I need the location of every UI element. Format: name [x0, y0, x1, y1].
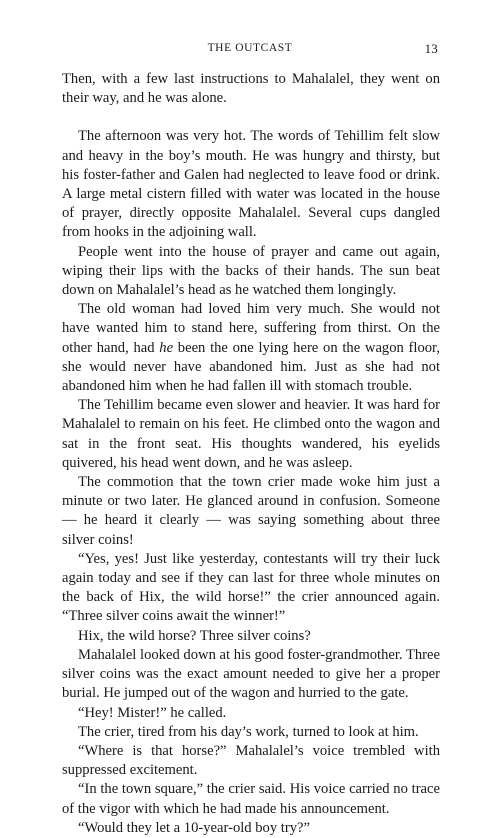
page-number: 13	[424, 41, 438, 56]
emphasized-word: he	[159, 339, 174, 356]
paragraph: “Would they let a 10-year-old boy try?”	[78, 819, 310, 836]
paragraph: Hix, the wild horse? Three silver coins?	[78, 627, 311, 644]
paragraph	[62, 300, 440, 396]
paragraph: “Where is that horse?” Mahalalel’s voice trembled with suppressed excitement.	[62, 742, 440, 779]
paragraph: Then, with a few last instructions to Mahalalel, they went on their way, and he was alone.	[62, 71, 440, 107]
paragraph: “In the town square,” the crier said. His voice carried no trace of the vigor with which he had made his announcement.	[62, 781, 440, 817]
paragraph: The commotion that the town crier made woke him just a minute or two later. He glanced around in confusion. Someone — he heard it clearly — was saying something about three silver coins!	[62, 474, 440, 548]
paragraph: The crier, tired from his day’s work, turned to look at him.	[78, 723, 419, 740]
paragraph-text: been the one lying here on the wagon floor, she would never have abandoned him. Just as she had not abandoned him when he had fallen ill with stomach trouble.	[62, 339, 440, 395]
paragraph: Mahalalel looked down at his good foster-grandmother. Three silver coins was the exact amount needed to give her a proper burial. He jumped out of the wagon and hurried to the gate.	[62, 646, 440, 702]
paragraph: “Hey! Mister!” he called.	[78, 704, 227, 721]
running-head	[62, 42, 438, 60]
paragraph: The Tehillim became even slower and heavier. It was hard for Mahalalel to remain on his feet. He climbed onto the wagon and sat in the front seat. His thoughts wandered, his eyelids quivered, his head went down, and he was asleep.	[62, 397, 440, 471]
running-title: THE OUTCAST	[207, 42, 293, 54]
paragraph-text: The old woman had loved him very much. She would not have wanted him to stand here, suffering from thirst. On the other hand, had	[62, 301, 440, 356]
paragraph: “Yes, yes! Just like yesterday, contestants will try their luck again today and see if they can last for three whole minutes on the back of Hix, the wild horse!” the crier announced again. “Three silver coins await the winner!”	[62, 550, 440, 625]
paragraph: The afternoon was very hot. The words of Tehillim felt slow and heavy in the boy’s mouth. He was hungry and thirsty, but his foster-father and Galen had neglected to leave food or drink. A large metal cistern filled with water was located in the house of prayer, directly opposite Mahalalel. Several cups dangled from hooks in the adjoining wall.	[62, 128, 440, 241]
body-text	[62, 70, 440, 838]
paragraph: People went into the house of prayer and came out again, wiping their lips with the backs of their hands. The sun beat down on Mahalalel’s head as he watched them longingly.	[62, 243, 440, 299]
